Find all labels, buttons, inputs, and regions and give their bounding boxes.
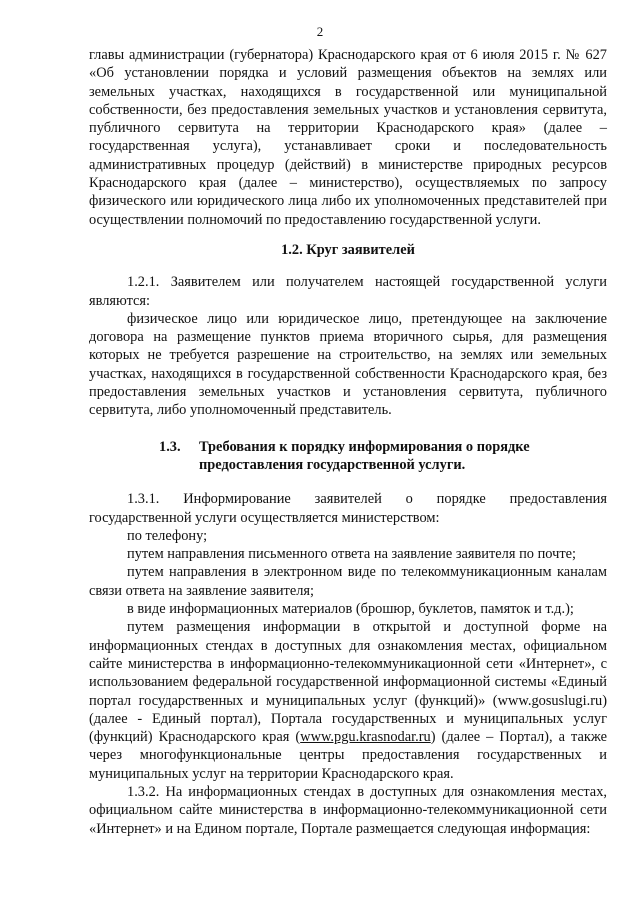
paragraph-applicants: физическое лицо или юридическое лицо, претендующее на заключение договора на размещение пунктов приема вторичного сырья, для размещения которых не требуется разрешение на строительство, на землях или земельных участках, находящихся в государственной собственности Краснодарского края, без предоставления земельных участков и установления сервитута, публичного сервитута, либо уполномоченный представитель. xyxy=(89,310,607,419)
list-item-electronic: путем направления в электронном виде по телекоммуникационным каналам связи ответа на заявление заявителя; xyxy=(89,564,607,599)
pgu-link[interactable]: www.pgu.krasnodar.ru xyxy=(300,729,431,746)
section-title-line-2: предоставления государственной услуги. xyxy=(199,456,466,473)
paragraph-1-3-2: 1.3.2. На информационных стендах в доступных для ознакомления местах, официальном сайте министерства в информационно-телекоммуникационной сети «Интернет» и на Едином портале, Портале размещается следующая информация: xyxy=(89,783,607,837)
section-heading-1-3 xyxy=(89,438,607,475)
list-item-phone: по телефону; xyxy=(127,527,208,544)
section-heading-1-2: 1.2. Круг заявителей xyxy=(281,241,415,258)
list-item-publication xyxy=(89,618,607,783)
list-item-materials: в виде информационных материалов (брошюр, буклетов, памяток и т.д.); xyxy=(127,601,574,618)
paragraph-intro: главы администрации (губернатора) Краснодарского края от 6 июля 2015 г. № 627 «Об установлении порядка и условий размещения объектов на землях или земельных участках, находящихся в государственной или муниципальной собственности, без предоставления земельных участков и установления сервитута, публичного сервитута на территории Краснодарского края» (далее – государственная услуга), устанавливает сроки и последовательность административных процедур (действий) в министерстве природных ресурсов Краснодарского края (далее – министерство), осуществляемых по запросу физического или юридического лица либо их уполномоченных представителей при осуществлении полномочий по предоставлению государственной услуги. xyxy=(89,47,607,228)
publication-text-b: ) (далее – Портал), а также через многофункциональные центры предоставления государственных и муниципальных услуг на территории Краснодарского края. xyxy=(89,729,607,782)
list-item-mail: путем направления письменного ответа на заявление заявителя по почте; xyxy=(127,546,577,563)
section-number: 1.3. xyxy=(159,438,181,455)
paragraph-1-3-1: 1.3.1. Информирование заявителей о порядке предоставления государственной услуги осуществляется министерством: xyxy=(89,491,607,526)
publication-text-a: путем размещения информации в открытой и доступной форме на информационных стендах в доступных для ознакомления местах, официальном сайте министерства в информационно-телекоммуникационной сети «Интернет», с использованием федеральной государственной информационной системы «Единый портал государственных и муниципальных услуг (функций)» (www.gosuslugi.ru) (далее - Единый портал), Портала государственных и муниципальных услуг (функций) Краснодарского края ( xyxy=(89,619,607,746)
page-number: 2 xyxy=(316,24,324,39)
paragraph-1-2-1: 1.2.1. Заявителем или получателем настоящей государственной услуги являются: xyxy=(89,274,607,309)
section-title-line-1: Требования к порядку информирования о порядке xyxy=(199,438,530,455)
document-body xyxy=(89,46,607,838)
